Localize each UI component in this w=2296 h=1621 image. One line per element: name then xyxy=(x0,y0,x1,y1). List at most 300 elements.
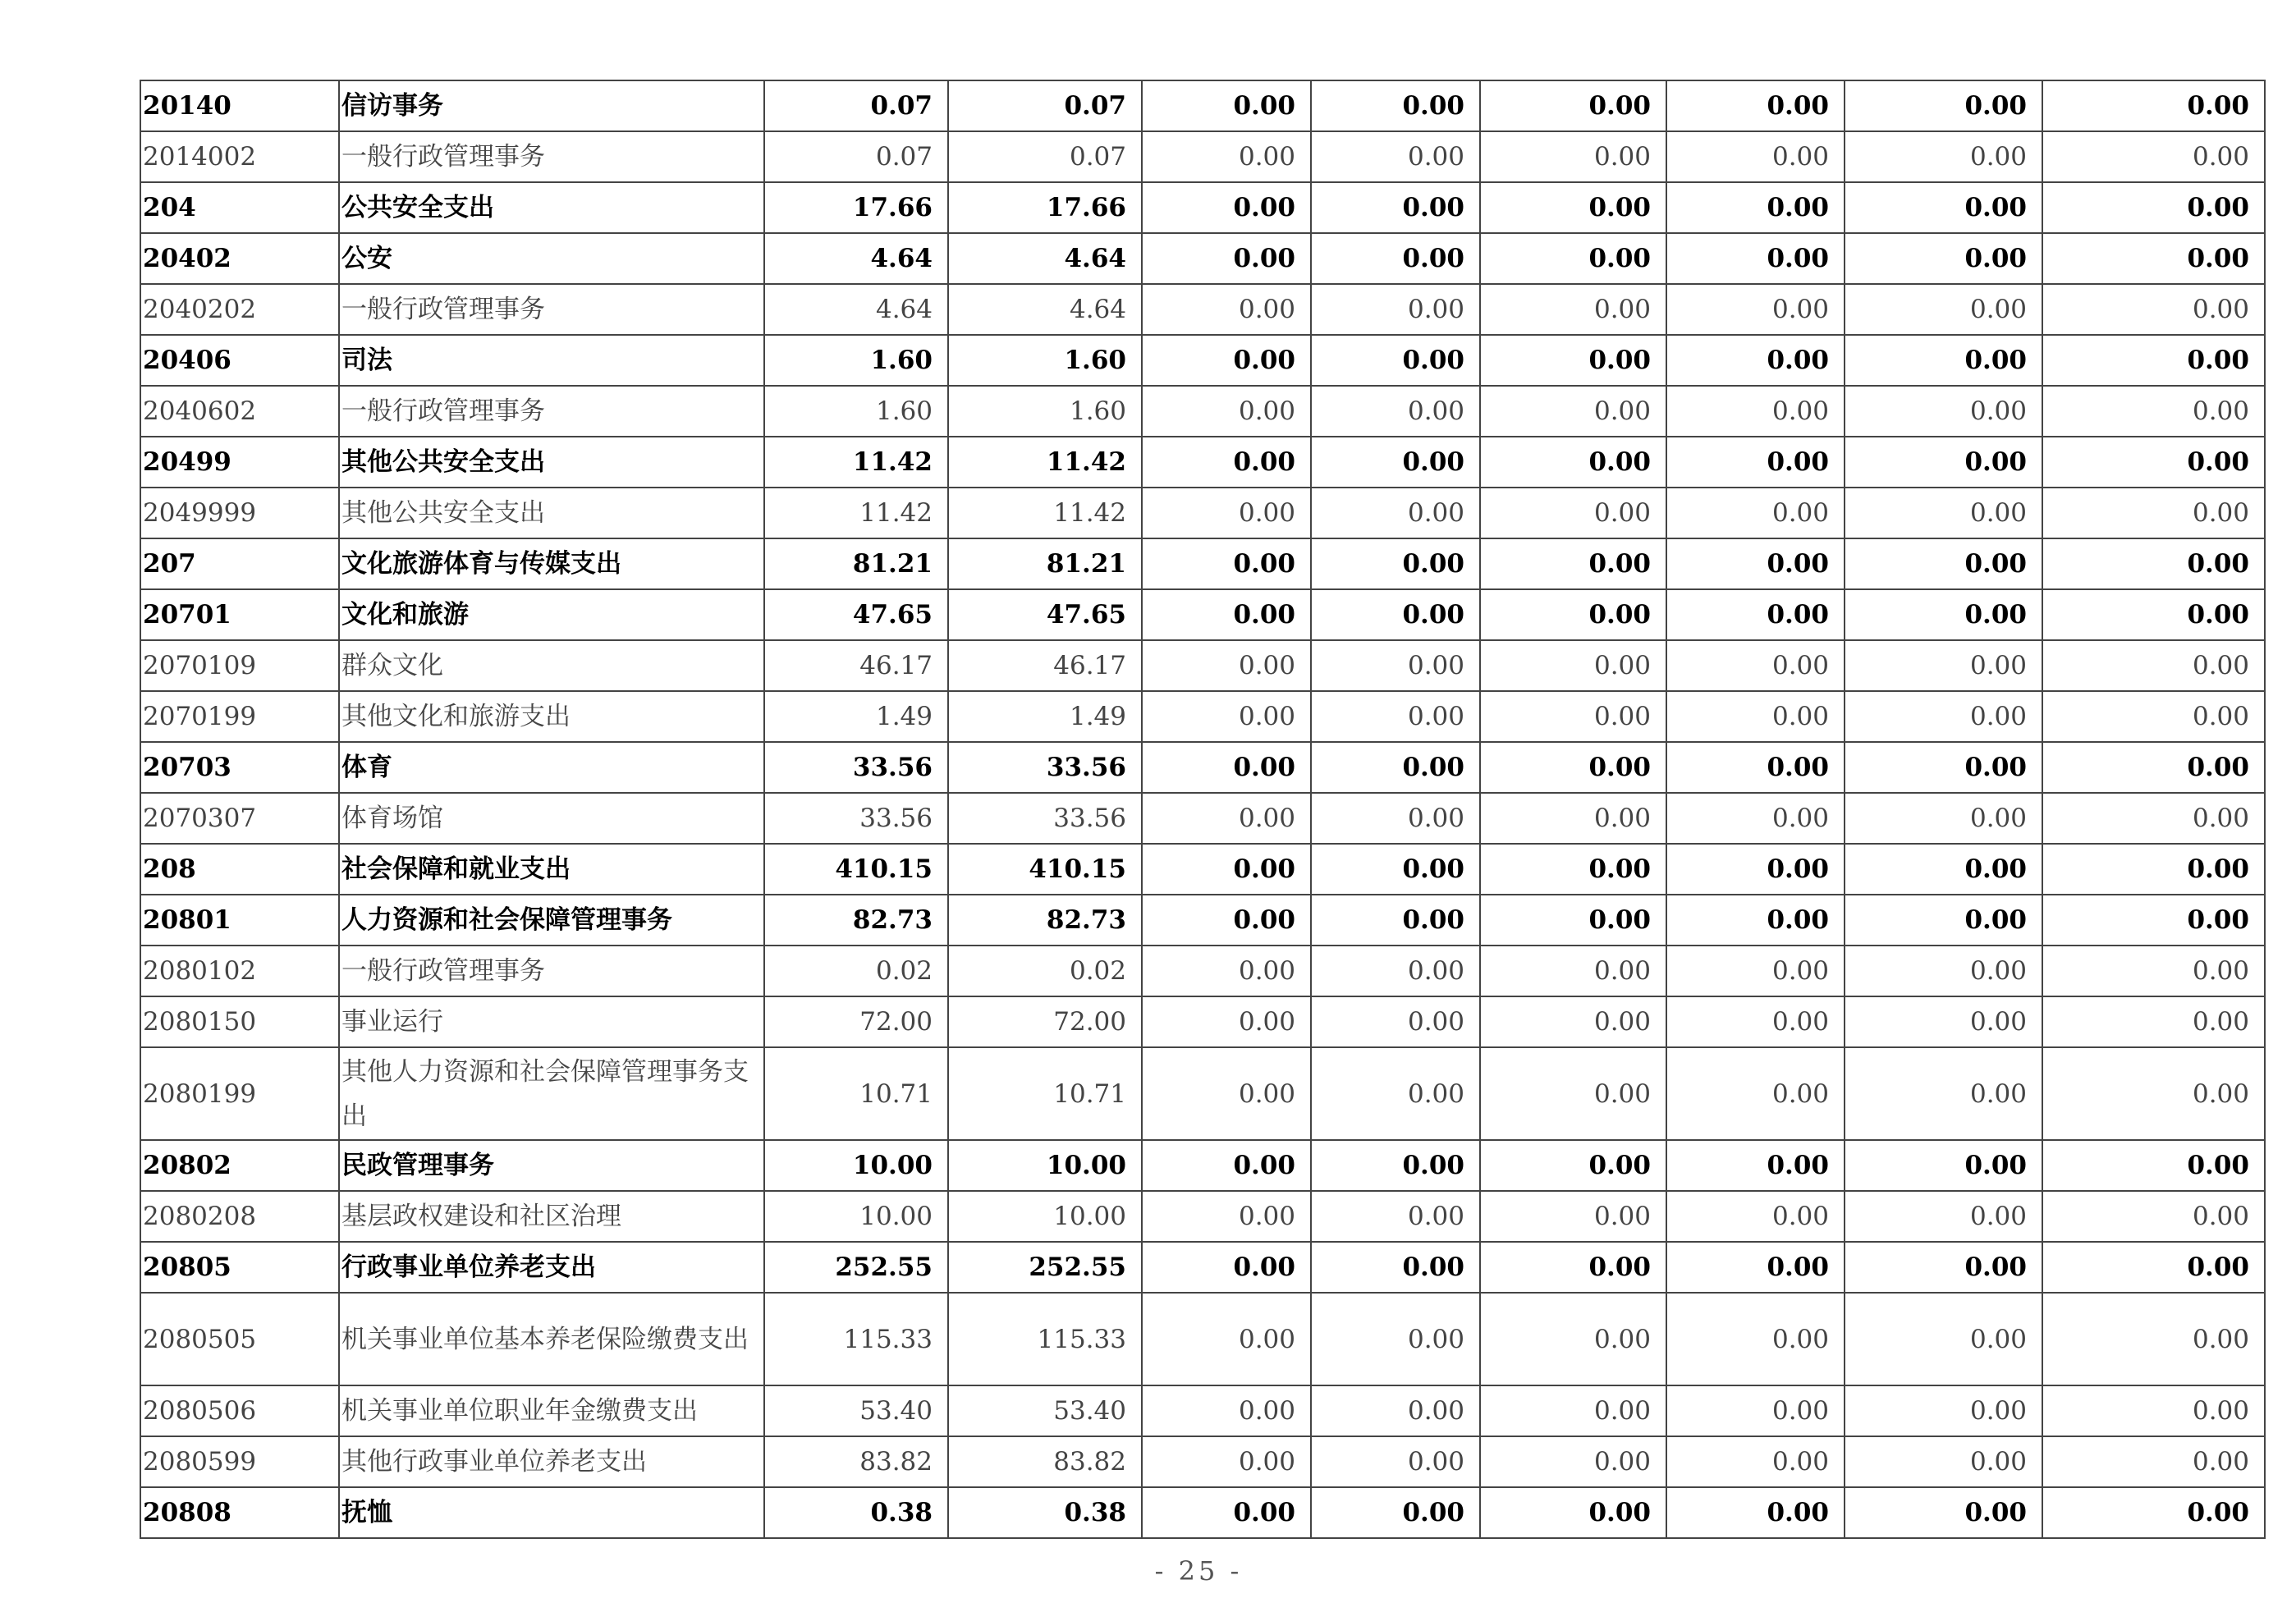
amount-cell: 0.00 xyxy=(1142,80,1311,131)
amount-cell: 0.00 xyxy=(2042,1047,2265,1140)
subject-name-cell: 事业运行 xyxy=(339,996,764,1047)
amount-cell: 0.00 xyxy=(1666,284,1845,335)
amount-cell: 0.00 xyxy=(1480,335,1666,386)
amount-cell: 115.33 xyxy=(948,1293,1142,1385)
amount-cell: 0.00 xyxy=(1142,996,1311,1047)
amount-cell: 252.55 xyxy=(948,1242,1142,1293)
subject-code-cell: 207 xyxy=(140,538,339,589)
amount-cell: 0.00 xyxy=(1480,1436,1666,1487)
amount-cell: 0.00 xyxy=(1142,793,1311,844)
amount-cell: 0.00 xyxy=(1845,1385,2042,1436)
amount-cell: 0.00 xyxy=(1480,538,1666,589)
amount-cell: 47.65 xyxy=(764,589,948,640)
amount-cell: 115.33 xyxy=(764,1293,948,1385)
amount-cell: 0.00 xyxy=(1480,793,1666,844)
amount-cell: 0.00 xyxy=(1666,640,1845,691)
subject-code-cell: 2014002 xyxy=(140,131,339,182)
amount-cell: 0.00 xyxy=(1845,1487,2042,1538)
table-row xyxy=(140,691,2265,742)
subject-code-cell: 2040602 xyxy=(140,386,339,437)
amount-cell: 33.56 xyxy=(764,742,948,793)
amount-cell: 0.00 xyxy=(1480,284,1666,335)
subject-name-cell: 人力资源和社会保障管理事务 xyxy=(339,895,764,946)
table-row xyxy=(140,793,2265,844)
amount-cell: 0.00 xyxy=(1311,233,1480,284)
amount-cell: 0.00 xyxy=(1666,182,1845,233)
subject-name-cell: 群众文化 xyxy=(339,640,764,691)
subject-name-cell: 抚恤 xyxy=(339,1487,764,1538)
amount-cell: 0.00 xyxy=(1845,284,2042,335)
subject-code-cell: 2080505 xyxy=(140,1293,339,1385)
subject-code-cell: 208 xyxy=(140,844,339,895)
subject-code-cell: 20406 xyxy=(140,335,339,386)
amount-cell: 0.00 xyxy=(1311,1191,1480,1242)
table-row xyxy=(140,233,2265,284)
amount-cell: 0.00 xyxy=(2042,691,2265,742)
amount-cell: 0.00 xyxy=(1142,1242,1311,1293)
amount-cell: 72.00 xyxy=(948,996,1142,1047)
amount-cell: 0.00 xyxy=(1845,1047,2042,1140)
subject-name-cell: 信访事务 xyxy=(339,80,764,131)
table-row xyxy=(140,488,2265,538)
amount-cell: 0.00 xyxy=(1480,233,1666,284)
amount-cell: 11.42 xyxy=(948,488,1142,538)
amount-cell: 0.00 xyxy=(1845,640,2042,691)
amount-cell: 4.64 xyxy=(764,233,948,284)
subject-code-cell: 20701 xyxy=(140,589,339,640)
subject-name-cell: 文化和旅游 xyxy=(339,589,764,640)
subject-name-cell: 体育 xyxy=(339,742,764,793)
subject-code-cell: 2070199 xyxy=(140,691,339,742)
amount-cell: 0.00 xyxy=(2042,793,2265,844)
amount-cell: 0.00 xyxy=(1845,182,2042,233)
amount-cell: 0.00 xyxy=(1666,996,1845,1047)
subject-name-cell: 基层政权建设和社区治理 xyxy=(339,1191,764,1242)
table-row xyxy=(140,284,2265,335)
amount-cell: 0.00 xyxy=(1480,182,1666,233)
amount-cell: 0.00 xyxy=(1311,386,1480,437)
amount-cell: 0.00 xyxy=(1311,640,1480,691)
amount-cell: 0.00 xyxy=(1666,793,1845,844)
subject-code-cell: 20805 xyxy=(140,1242,339,1293)
amount-cell: 0.00 xyxy=(1480,640,1666,691)
amount-cell: 10.00 xyxy=(764,1140,948,1191)
amount-cell: 33.56 xyxy=(948,793,1142,844)
amount-cell: 0.00 xyxy=(2042,589,2265,640)
amount-cell: 0.00 xyxy=(1311,437,1480,488)
subject-name-cell: 公安 xyxy=(339,233,764,284)
amount-cell: 10.00 xyxy=(948,1140,1142,1191)
amount-cell: 0.00 xyxy=(1666,589,1845,640)
subject-name-cell: 体育场馆 xyxy=(339,793,764,844)
amount-cell: 0.00 xyxy=(1142,386,1311,437)
amount-cell: 0.00 xyxy=(1311,1487,1480,1538)
amount-cell: 0.00 xyxy=(1666,131,1845,182)
amount-cell: 0.00 xyxy=(1480,1242,1666,1293)
amount-cell: 0.00 xyxy=(1142,488,1311,538)
amount-cell: 0.00 xyxy=(1666,80,1845,131)
amount-cell: 0.07 xyxy=(764,80,948,131)
amount-cell: 0.00 xyxy=(1142,131,1311,182)
amount-cell: 46.17 xyxy=(764,640,948,691)
amount-cell: 0.00 xyxy=(2042,233,2265,284)
amount-cell: 4.64 xyxy=(764,284,948,335)
amount-cell: 11.42 xyxy=(764,437,948,488)
table-row xyxy=(140,1140,2265,1191)
amount-cell: 0.00 xyxy=(1311,742,1480,793)
amount-cell: 82.73 xyxy=(764,895,948,946)
amount-cell: 0.00 xyxy=(1480,996,1666,1047)
amount-cell: 0.00 xyxy=(2042,182,2265,233)
amount-cell: 0.00 xyxy=(1142,335,1311,386)
amount-cell: 0.00 xyxy=(1480,386,1666,437)
amount-cell: 0.00 xyxy=(1311,131,1480,182)
amount-cell: 0.00 xyxy=(1845,996,2042,1047)
table-row xyxy=(140,589,2265,640)
amount-cell: 0.00 xyxy=(1311,488,1480,538)
subject-name-cell: 其他公共安全支出 xyxy=(339,488,764,538)
amount-cell: 0.00 xyxy=(1845,1140,2042,1191)
amount-cell: 83.82 xyxy=(764,1436,948,1487)
amount-cell: 0.00 xyxy=(1666,844,1845,895)
subject-name-cell: 行政事业单位养老支出 xyxy=(339,1242,764,1293)
amount-cell: 0.38 xyxy=(764,1487,948,1538)
amount-cell: 1.60 xyxy=(948,335,1142,386)
table-row xyxy=(140,946,2265,996)
subject-name-cell: 社会保障和就业支出 xyxy=(339,844,764,895)
amount-cell: 0.00 xyxy=(1311,946,1480,996)
amount-cell: 4.64 xyxy=(948,233,1142,284)
amount-cell: 0.00 xyxy=(1142,1140,1311,1191)
amount-cell: 53.40 xyxy=(764,1385,948,1436)
subject-name-cell: 一般行政管理事务 xyxy=(339,386,764,437)
subject-name-cell: 司法 xyxy=(339,335,764,386)
amount-cell: 0.00 xyxy=(1142,1047,1311,1140)
amount-cell: 0.00 xyxy=(2042,488,2265,538)
amount-cell: 0.00 xyxy=(1311,284,1480,335)
amount-cell: 17.66 xyxy=(948,182,1142,233)
amount-cell: 0.00 xyxy=(1142,844,1311,895)
amount-cell: 0.00 xyxy=(2042,284,2265,335)
amount-cell: 0.00 xyxy=(1845,488,2042,538)
subject-code-cell: 20802 xyxy=(140,1140,339,1191)
amount-cell: 0.00 xyxy=(1142,895,1311,946)
amount-cell: 410.15 xyxy=(948,844,1142,895)
amount-cell: 0.00 xyxy=(1666,691,1845,742)
subject-name-cell: 机关事业单位基本养老保险缴费支出 xyxy=(339,1293,764,1385)
amount-cell: 0.00 xyxy=(1845,946,2042,996)
amount-cell: 0.00 xyxy=(1311,996,1480,1047)
table-row xyxy=(140,1191,2265,1242)
amount-cell: 0.00 xyxy=(1142,1487,1311,1538)
amount-cell: 0.00 xyxy=(1666,335,1845,386)
subject-code-cell: 2049999 xyxy=(140,488,339,538)
amount-cell: 10.00 xyxy=(948,1191,1142,1242)
amount-cell: 0.00 xyxy=(1845,742,2042,793)
subject-name-cell: 机关事业单位职业年金缴费支出 xyxy=(339,1385,764,1436)
amount-cell: 0.00 xyxy=(1311,895,1480,946)
amount-cell: 10.71 xyxy=(764,1047,948,1140)
amount-cell: 83.82 xyxy=(948,1436,1142,1487)
budget-table xyxy=(140,80,2266,1539)
table-row xyxy=(140,1293,2265,1385)
amount-cell: 0.00 xyxy=(1666,538,1845,589)
subject-code-cell: 204 xyxy=(140,182,339,233)
amount-cell: 0.00 xyxy=(1311,589,1480,640)
amount-cell: 0.00 xyxy=(1666,386,1845,437)
amount-cell: 0.00 xyxy=(1845,437,2042,488)
amount-cell: 0.00 xyxy=(1142,589,1311,640)
amount-cell: 0.07 xyxy=(948,131,1142,182)
amount-cell: 0.00 xyxy=(2042,996,2265,1047)
amount-cell: 0.00 xyxy=(1666,1191,1845,1242)
amount-cell: 0.00 xyxy=(2042,1385,2265,1436)
amount-cell: 0.00 xyxy=(1142,1385,1311,1436)
table-row xyxy=(140,1436,2265,1487)
subject-name-cell: 其他行政事业单位养老支出 xyxy=(339,1436,764,1487)
amount-cell: 1.49 xyxy=(764,691,948,742)
amount-cell: 0.00 xyxy=(1311,1140,1480,1191)
amount-cell: 81.21 xyxy=(764,538,948,589)
amount-cell: 0.00 xyxy=(1845,80,2042,131)
amount-cell: 17.66 xyxy=(764,182,948,233)
table-row xyxy=(140,1487,2265,1538)
amount-cell: 0.00 xyxy=(2042,386,2265,437)
amount-cell: 0.00 xyxy=(1142,284,1311,335)
subject-name-cell: 一般行政管理事务 xyxy=(339,131,764,182)
amount-cell: 1.49 xyxy=(948,691,1142,742)
amount-cell: 33.56 xyxy=(764,793,948,844)
amount-cell: 0.00 xyxy=(1666,1293,1845,1385)
amount-cell: 0.02 xyxy=(764,946,948,996)
amount-cell: 0.00 xyxy=(2042,895,2265,946)
amount-cell: 0.00 xyxy=(1480,1293,1666,1385)
amount-cell: 0.00 xyxy=(1480,1140,1666,1191)
subject-code-cell: 2070109 xyxy=(140,640,339,691)
subject-name-cell: 一般行政管理事务 xyxy=(339,946,764,996)
amount-cell: 0.00 xyxy=(2042,1436,2265,1487)
amount-cell: 0.00 xyxy=(2042,1140,2265,1191)
amount-cell: 0.00 xyxy=(1845,844,2042,895)
table-row xyxy=(140,895,2265,946)
subject-code-cell: 2080506 xyxy=(140,1385,339,1436)
table-row xyxy=(140,996,2265,1047)
amount-cell: 0.00 xyxy=(1480,844,1666,895)
table-row xyxy=(140,844,2265,895)
amount-cell: 0.00 xyxy=(2042,946,2265,996)
amount-cell: 0.00 xyxy=(1666,437,1845,488)
amount-cell: 0.00 xyxy=(2042,1242,2265,1293)
table-row xyxy=(140,1047,2265,1140)
amount-cell: 0.00 xyxy=(2042,844,2265,895)
amount-cell: 0.00 xyxy=(1142,1293,1311,1385)
amount-cell: 0.00 xyxy=(1480,1047,1666,1140)
table-row xyxy=(140,80,2265,131)
amount-cell: 0.00 xyxy=(1845,691,2042,742)
amount-cell: 0.00 xyxy=(1666,1242,1845,1293)
amount-cell: 0.00 xyxy=(1845,1436,2042,1487)
amount-cell: 0.07 xyxy=(948,80,1142,131)
subject-name-cell: 其他人力资源和社会保障管理事务支出 xyxy=(339,1047,764,1140)
amount-cell: 0.00 xyxy=(1480,1385,1666,1436)
table-row xyxy=(140,335,2265,386)
amount-cell: 10.00 xyxy=(764,1191,948,1242)
amount-cell: 0.00 xyxy=(1311,80,1480,131)
subject-code-cell: 2080102 xyxy=(140,946,339,996)
amount-cell: 0.00 xyxy=(1311,538,1480,589)
amount-cell: 0.00 xyxy=(1142,640,1311,691)
subject-name-cell: 文化旅游体育与传媒支出 xyxy=(339,538,764,589)
table-row xyxy=(140,742,2265,793)
subject-name-cell: 其他文化和旅游支出 xyxy=(339,691,764,742)
table-row xyxy=(140,437,2265,488)
amount-cell: 0.00 xyxy=(1845,131,2042,182)
amount-cell: 82.73 xyxy=(948,895,1142,946)
amount-cell: 0.00 xyxy=(1845,895,2042,946)
table-row xyxy=(140,182,2265,233)
amount-cell: 0.00 xyxy=(1311,182,1480,233)
subject-code-cell: 2080208 xyxy=(140,1191,339,1242)
amount-cell: 0.07 xyxy=(764,131,948,182)
amount-cell: 252.55 xyxy=(764,1242,948,1293)
amount-cell: 0.02 xyxy=(948,946,1142,996)
amount-cell: 0.00 xyxy=(1142,1191,1311,1242)
amount-cell: 0.00 xyxy=(1666,1385,1845,1436)
amount-cell: 0.00 xyxy=(1666,1436,1845,1487)
amount-cell: 0.00 xyxy=(1480,742,1666,793)
subject-code-cell: 2040202 xyxy=(140,284,339,335)
subject-code-cell: 2080150 xyxy=(140,996,339,1047)
subject-code-cell: 20808 xyxy=(140,1487,339,1538)
subject-code-cell: 2080599 xyxy=(140,1436,339,1487)
amount-cell: 0.00 xyxy=(1480,895,1666,946)
amount-cell: 0.00 xyxy=(1311,844,1480,895)
amount-cell: 0.00 xyxy=(2042,640,2265,691)
subject-code-cell: 20140 xyxy=(140,80,339,131)
subject-code-cell: 20703 xyxy=(140,742,339,793)
amount-cell: 0.00 xyxy=(2042,131,2265,182)
amount-cell: 0.00 xyxy=(1142,691,1311,742)
amount-cell: 0.00 xyxy=(2042,1293,2265,1385)
amount-cell: 0.00 xyxy=(2042,335,2265,386)
table-row xyxy=(140,131,2265,182)
amount-cell: 0.00 xyxy=(2042,538,2265,589)
page-number: - 25 - xyxy=(1154,1555,1243,1587)
table-row xyxy=(140,386,2265,437)
amount-cell: 0.00 xyxy=(1845,1242,2042,1293)
subject-name-cell: 其他公共安全支出 xyxy=(339,437,764,488)
subject-code-cell: 2080199 xyxy=(140,1047,339,1140)
amount-cell: 0.00 xyxy=(1480,1191,1666,1242)
amount-cell: 11.42 xyxy=(764,488,948,538)
subject-name-cell: 民政管理事务 xyxy=(339,1140,764,1191)
subject-name-cell: 一般行政管理事务 xyxy=(339,284,764,335)
amount-cell: 0.00 xyxy=(1480,131,1666,182)
amount-cell: 0.00 xyxy=(1480,946,1666,996)
amount-cell: 10.71 xyxy=(948,1047,1142,1140)
amount-cell: 0.00 xyxy=(1480,1487,1666,1538)
amount-cell: 0.00 xyxy=(1480,437,1666,488)
amount-cell: 0.00 xyxy=(1845,589,2042,640)
amount-cell: 0.00 xyxy=(1845,793,2042,844)
amount-cell: 0.00 xyxy=(1666,946,1845,996)
amount-cell: 33.56 xyxy=(948,742,1142,793)
table-row xyxy=(140,1242,2265,1293)
amount-cell: 0.00 xyxy=(1845,538,2042,589)
amount-cell: 53.40 xyxy=(948,1385,1142,1436)
amount-cell: 0.00 xyxy=(1311,1293,1480,1385)
amount-cell: 0.00 xyxy=(2042,742,2265,793)
amount-cell: 0.00 xyxy=(1845,335,2042,386)
amount-cell: 1.60 xyxy=(764,335,948,386)
amount-cell: 0.00 xyxy=(1142,182,1311,233)
amount-cell: 47.65 xyxy=(948,589,1142,640)
amount-cell: 0.00 xyxy=(2042,80,2265,131)
amount-cell: 4.64 xyxy=(948,284,1142,335)
amount-cell: 0.00 xyxy=(1142,946,1311,996)
amount-cell: 0.00 xyxy=(1311,1047,1480,1140)
amount-cell: 1.60 xyxy=(948,386,1142,437)
amount-cell: 0.00 xyxy=(1845,233,2042,284)
subject-code-cell: 20499 xyxy=(140,437,339,488)
amount-cell: 0.00 xyxy=(1142,233,1311,284)
amount-cell: 0.00 xyxy=(1311,1436,1480,1487)
amount-cell: 0.00 xyxy=(1311,1385,1480,1436)
amount-cell: 0.00 xyxy=(1845,386,2042,437)
amount-cell: 81.21 xyxy=(948,538,1142,589)
subject-code-cell: 2070307 xyxy=(140,793,339,844)
table-row xyxy=(140,1385,2265,1436)
table-row xyxy=(140,538,2265,589)
amount-cell: 0.00 xyxy=(1666,233,1845,284)
amount-cell: 0.00 xyxy=(1311,793,1480,844)
amount-cell: 0.00 xyxy=(1666,895,1845,946)
amount-cell: 0.00 xyxy=(1845,1293,2042,1385)
amount-cell: 0.00 xyxy=(1142,538,1311,589)
amount-cell: 0.00 xyxy=(1666,1487,1845,1538)
amount-cell: 0.00 xyxy=(1480,488,1666,538)
amount-cell: 72.00 xyxy=(764,996,948,1047)
subject-code-cell: 20402 xyxy=(140,233,339,284)
table-row xyxy=(140,640,2265,691)
amount-cell: 0.00 xyxy=(2042,1191,2265,1242)
amount-cell: 0.00 xyxy=(1311,691,1480,742)
amount-cell: 46.17 xyxy=(948,640,1142,691)
amount-cell: 0.00 xyxy=(2042,437,2265,488)
amount-cell: 1.60 xyxy=(764,386,948,437)
subject-name-cell: 公共安全支出 xyxy=(339,182,764,233)
amount-cell: 0.00 xyxy=(1845,1191,2042,1242)
amount-cell: 0.00 xyxy=(2042,1487,2265,1538)
amount-cell: 0.00 xyxy=(1666,742,1845,793)
amount-cell: 0.00 xyxy=(1480,691,1666,742)
amount-cell: 0.00 xyxy=(1142,437,1311,488)
amount-cell: 0.00 xyxy=(1666,488,1845,538)
amount-cell: 0.00 xyxy=(1480,589,1666,640)
amount-cell: 0.00 xyxy=(1311,1242,1480,1293)
amount-cell: 0.00 xyxy=(1142,1436,1311,1487)
amount-cell: 0.00 xyxy=(1666,1140,1845,1191)
amount-cell: 0.00 xyxy=(1311,335,1480,386)
subject-code-cell: 20801 xyxy=(140,895,339,946)
table-body xyxy=(140,80,2265,1538)
amount-cell: 410.15 xyxy=(764,844,948,895)
amount-cell: 0.00 xyxy=(1142,742,1311,793)
amount-cell: 0.38 xyxy=(948,1487,1142,1538)
amount-cell: 0.00 xyxy=(1666,1047,1845,1140)
amount-cell: 11.42 xyxy=(948,437,1142,488)
amount-cell: 0.00 xyxy=(1480,80,1666,131)
